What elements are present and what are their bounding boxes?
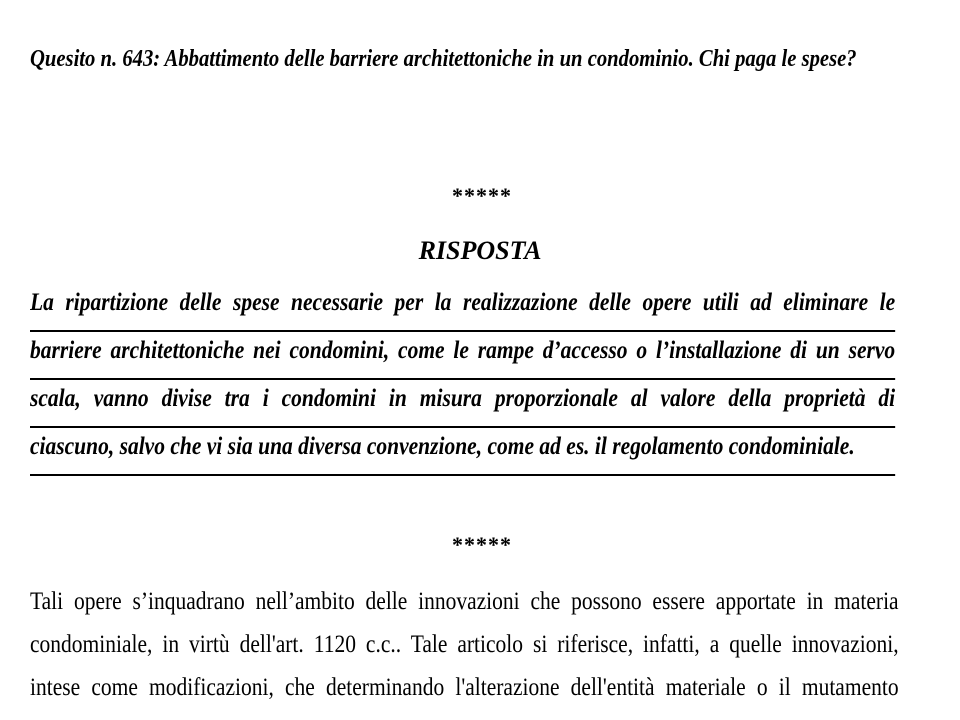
- body-paragraph: [30, 580, 899, 709]
- answer-paragraph: [30, 284, 895, 476]
- body-line: Tali opere s’inquadrano nell’ambito delle innovazioni che possono essere apportate in materia: [30, 588, 899, 615]
- separator-top: *****: [452, 183, 512, 208]
- answer-line: La ripartizione delle spese necessarie per la realizzazione delle opere utili ad eliminare le: [30, 284, 895, 332]
- separator-bottom: *****: [452, 532, 512, 557]
- question-title: Quesito n. 643: Abbattimento delle barriere architettoniche in un condominio. Chi paga le spese?: [30, 46, 857, 72]
- body-line: condominiale, in virtù dell'art. 1120 c.c.. Tale articolo si riferisce, infatti, a quelle innovazioni,: [30, 631, 899, 658]
- answer-line: scala, vanno divise tra i condomini in misura proporzionale al valore della proprietà di: [30, 380, 895, 428]
- answer-line: ciascuno, salvo che vi sia una diversa convenzione, come ad es. il regolamento condominiale.: [30, 428, 895, 476]
- answer-heading: RISPOSTA: [418, 236, 542, 265]
- answer-line: barriere architettoniche nei condomini, come le rampe d’accesso o l’installazione di un servo: [30, 332, 895, 380]
- body-line: intese come modificazioni, che determinando l'alterazione dell'entità materiale o il mutamento: [30, 674, 899, 701]
